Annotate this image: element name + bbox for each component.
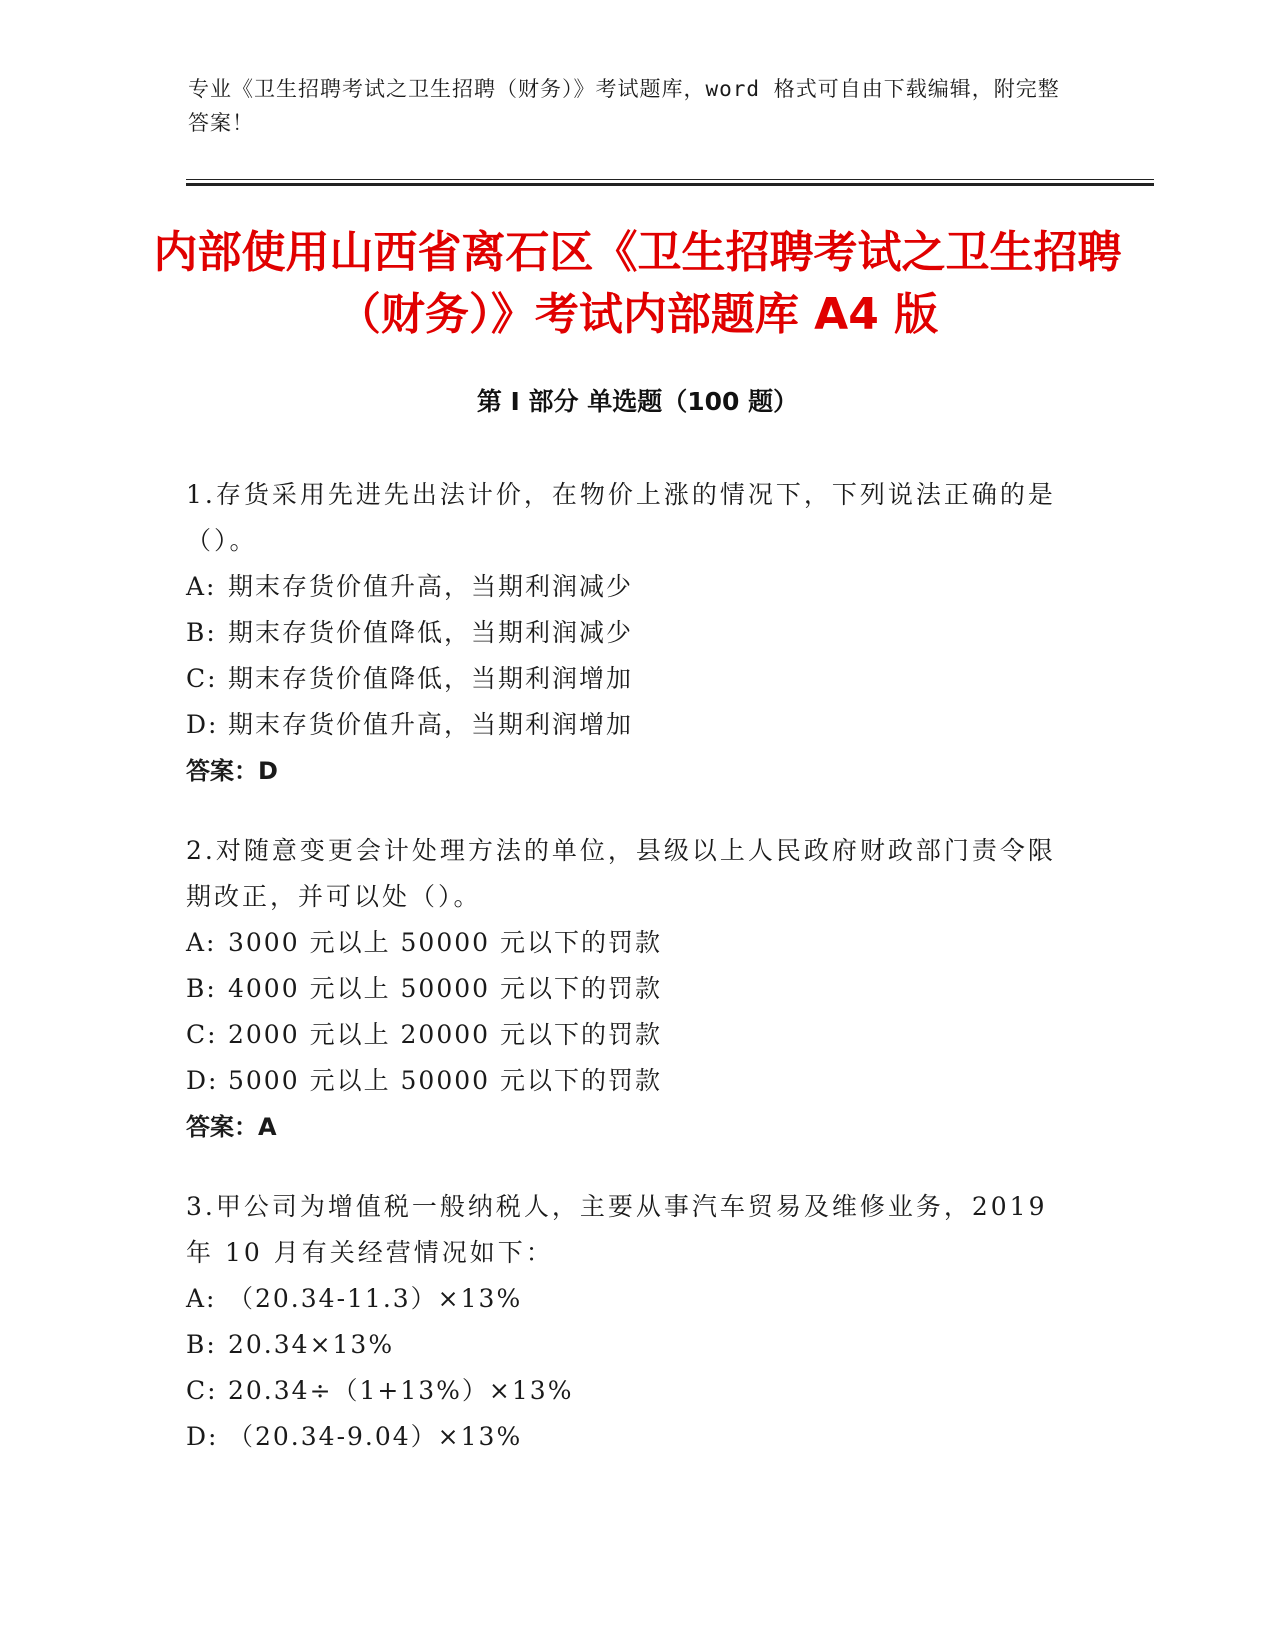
option-text: 期末存货价值升高，当期利润减少 [228, 572, 634, 601]
option-d [186, 1414, 1066, 1460]
option-text: （20.34-11.3）×13% [228, 1284, 523, 1313]
option-letter: C: [186, 664, 218, 693]
option-c [186, 1368, 1066, 1414]
question-list [186, 472, 1066, 1494]
option-text: 3000 元以上 50000 元以下的罚款 [228, 928, 662, 957]
document-title: 内部使用山西省离石区《卫生招聘考试之卫生招聘（财务）》考试内部题库 A4 版 [153, 227, 1122, 340]
option-text: 5000 元以上 50000 元以下的罚款 [228, 1066, 662, 1095]
header-note: 专业《卫生招聘考试之卫生招聘（财务）》考试题库，word 格式可自由下载编辑，附完整答案！ [188, 77, 1060, 135]
question-2 [186, 828, 1066, 1150]
option-letter: B: [186, 974, 217, 1003]
option-a [186, 1276, 1066, 1322]
question-stem: 2.对随意变更会计处理方法的单位，县级以上人民政府财政部门责令限期改正，并可以处（）。 [186, 836, 1056, 911]
question-1 [186, 472, 1066, 794]
answer: 答案：D [186, 757, 278, 785]
option-text: 20.34÷（1+13%）×13% [228, 1376, 574, 1405]
header-rule-thick [186, 183, 1154, 186]
option-letter: B: [186, 618, 217, 647]
option-text: 期末存货价值升高，当期利润增加 [228, 710, 634, 739]
option-letter: A: [186, 572, 217, 601]
option-letter: B: [186, 1330, 217, 1359]
option-b [186, 610, 1066, 656]
option-text: （20.34-9.04）×13% [228, 1422, 523, 1451]
option-b [186, 966, 1066, 1012]
option-letter: D: [186, 1066, 219, 1095]
option-text: 2000 元以上 20000 元以下的罚款 [228, 1020, 662, 1049]
option-letter: A: [186, 1284, 217, 1313]
option-c [186, 656, 1066, 702]
option-text: 期末存货价值降低，当期利润增加 [228, 664, 634, 693]
option-text: 4000 元以上 50000 元以下的罚款 [228, 974, 662, 1003]
section-title: 第 I 部分 单选题（100 题） [476, 387, 799, 416]
option-text: 20.34×13% [228, 1330, 395, 1359]
option-a [186, 920, 1066, 966]
option-d [186, 702, 1066, 748]
header-rule-thin [186, 179, 1154, 180]
option-letter: A: [186, 928, 217, 957]
answer: 答案：A [186, 1113, 277, 1141]
option-letter: D: [186, 710, 219, 739]
option-c [186, 1012, 1066, 1058]
option-b [186, 1322, 1066, 1368]
option-letter: C: [186, 1020, 218, 1049]
option-letter: D: [186, 1422, 219, 1451]
option-letter: C: [186, 1376, 218, 1405]
question-stem: 1.存货采用先进先出法计价，在物价上涨的情况下，下列说法正确的是（）。 [186, 480, 1056, 555]
question-3 [186, 1184, 1066, 1460]
option-a [186, 564, 1066, 610]
question-stem: 3.甲公司为增值税一般纳税人，主要从事汽车贸易及维修业务，2019 年 10 月有关经营情况如下： [186, 1192, 1048, 1267]
option-d [186, 1058, 1066, 1104]
option-text: 期末存货价值降低，当期利润减少 [228, 618, 634, 647]
